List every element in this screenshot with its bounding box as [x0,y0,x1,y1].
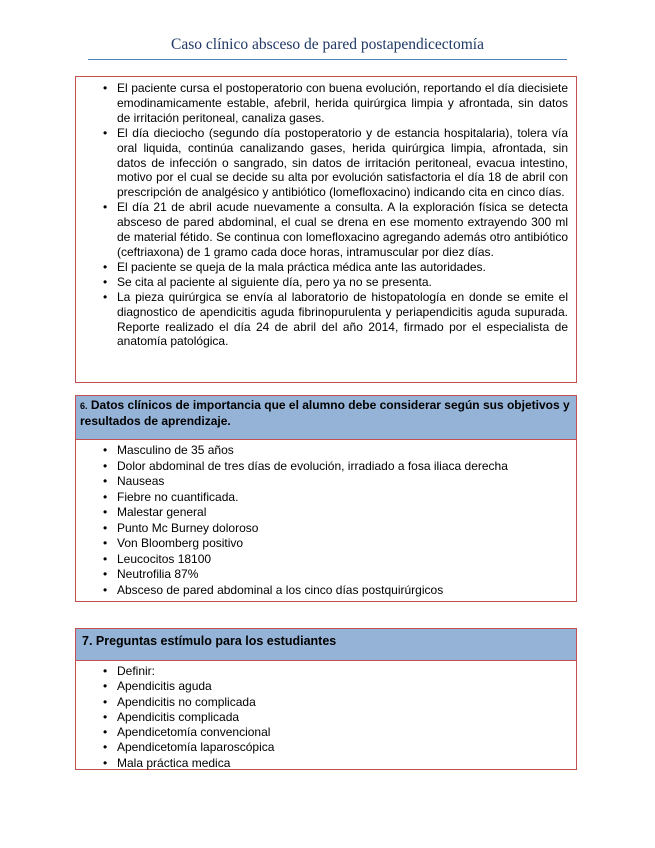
evolution-list [76,77,576,349]
list-item: • Mala práctica medica [76,756,576,771]
list-item: • Definir: [76,664,576,679]
list-item: • Apendicetomía convencional [76,725,576,740]
list-item: • Nauseas [76,474,576,490]
list-item: • Leucocitos 18100 [76,552,576,568]
section-6-title: Datos clínicos de importancia que el alumno debe considerar según sus objetivos y resultados de aprendizaje. [80,398,570,428]
clinical-data-box [75,395,577,602]
list-item: • Fiebre no cuantificada. [76,490,576,506]
list-item: • Apendicitis no complicada [76,695,576,710]
stimulus-questions-box [75,628,577,770]
list-item: • El paciente cursa el postoperatorio con buena evolución, reportando el día diecisiete emodinamicamente estable, afebril, herida quirúrgica limpia y afrontada, sin datos de irritación peritoneal, canaliza gases. [76,81,576,126]
page-header-title: Caso clínico absceso de pared postapendicectomía [171,36,484,53]
section-7-heading: 7. Preguntas estímulo para los estudiantes [76,629,576,661]
list-item: • Masculino de 35 años [76,443,576,459]
header-divider [88,59,567,60]
list-item: • El día 21 de abril acude nuevamente a consulta. A la exploración física se detecta absceso de pared abdominal, el cual se drena en ese momento extrayendo 300 ml de material fétido. Se continua con lomefloxacino agregando además otro antibiótico (ceftriaxona) de 1 gramo cada doce horas, intramuscular por diez días. [76,200,576,260]
list-item: • Apendicitis aguda [76,679,576,694]
stimulus-questions-list [76,661,576,771]
list-item: • La pieza quirúrgica se envía al laboratorio de histopatología en donde se emite el diagnostico de apendicitis aguda fibrinopurulenta y periapendicitis aguda supurada. Reporte realizado el día 24 de abril del año 2014, firmado por el especialista de anatomía patológica. [76,290,576,350]
list-item: • Apendicitis complicada [76,710,576,725]
section-6-number: 6. [80,401,88,411]
list-item: • El paciente se queja de la mala práctica médica ante las autoridades. [76,260,576,275]
clinical-data-list [76,440,576,598]
evolution-box [75,76,577,383]
list-item: • Punto Mc Burney doloroso [76,521,576,537]
list-item: • El día dieciocho (segundo día postoperatorio y de estancia hospitalaria), tolera vía oral liquida, continúa canalizando gases, herida quirúrgica limpia, afrontada, sin datos de infección o sangrado, sin datos de irritación peritoneal, evacua intestino, motivo por el cual se decide su alta por evolución satisfactoria el día 18 de abril con prescripción de analgésico y antibiótico (lomefloxacino) indicando cita en cinco días. [76,126,576,201]
list-item: • Neutrofilia 87% [76,567,576,583]
list-item: • Dolor abdominal de tres días de evolución, irradiado a fosa iliaca derecha [76,459,576,475]
list-item: • Von Bloomberg positivo [76,536,576,552]
list-item: • Apendicetomía laparoscópica [76,740,576,755]
list-item: • Se cita al paciente al siguiente día, pero ya no se presenta. [76,275,576,290]
list-item: • Malestar general [76,505,576,521]
list-item: • Absceso de pared abdominal a los cinco días postquirúrgicos [76,583,576,599]
section-6-heading [76,396,576,440]
